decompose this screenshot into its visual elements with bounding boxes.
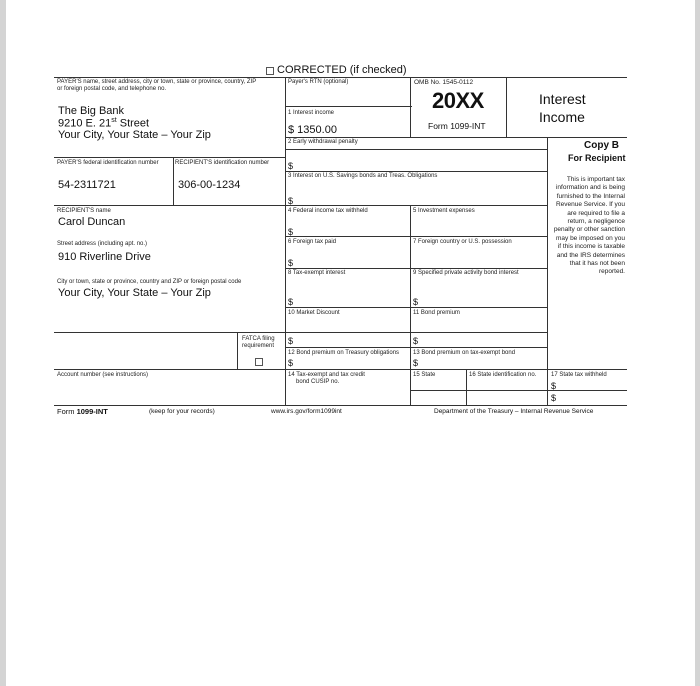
recipient-tin: 306-00-1234 xyxy=(178,179,241,191)
box16-label: 16 State identification no. xyxy=(469,372,537,378)
box15-label: 15 State xyxy=(413,372,436,378)
payer-tin-label: PAYER'S federal identification number xyxy=(57,160,159,166)
fatca-label-line2: requirement xyxy=(242,343,275,349)
footer-form-prefix: Form xyxy=(57,407,77,416)
form-title-line2: Income xyxy=(539,109,585,125)
corrected-label: CORRECTED (if checked) xyxy=(277,64,407,76)
box9-dollar: $ xyxy=(413,297,419,307)
fatca-label: FATCA filing xyxy=(242,336,275,342)
footer-form xyxy=(57,407,108,416)
box17-label: 17 State tax withheld xyxy=(551,372,607,378)
box12-label: 12 Bond premium on Treasury obligations xyxy=(288,350,400,356)
box4-dollar: $ xyxy=(288,227,294,237)
box2-dollar: $ xyxy=(288,161,294,171)
account-label: Account number (see instructions) xyxy=(57,372,149,378)
box11-dollar: $ xyxy=(413,336,419,346)
box17-dollar-2: $ xyxy=(551,393,557,403)
box7-label: 7 Foreign country or U.S. possession xyxy=(413,239,512,245)
box4-label: 4 Federal income tax withheld xyxy=(288,208,368,214)
payer-rtn-label: Payer's RTN (optional) xyxy=(288,79,349,85)
recipient-notice: This is important tax information and is being furnished to the Internal Revenue Service. If you are required to file a return, a negligence penalty or other sanction may be imposed on you if this income is taxable and the IRS determines that it has not been reported. xyxy=(553,176,625,276)
omb-number: OMB No. 1545-0112 xyxy=(414,79,474,86)
form-label: Form 1099-INT xyxy=(428,121,486,131)
street-label: Street address (including apt. no.) xyxy=(57,241,148,247)
payer-street-suffix: st xyxy=(111,117,117,124)
recipient-tin-label: RECIPIENT'S identification number xyxy=(175,160,270,166)
box17-dollar-1: $ xyxy=(551,381,557,391)
box6-dollar: $ xyxy=(288,258,294,268)
recipient-city: Your City, Your State – Your Zip xyxy=(58,287,211,299)
payer-name: The Big Bank xyxy=(58,105,125,117)
box13-dollar: $ xyxy=(413,358,419,368)
document-page xyxy=(6,0,695,686)
box3-label: 3 Interest on U.S. Savings bonds and Treas. Obligations xyxy=(288,173,438,179)
box12-dollar: $ xyxy=(288,358,294,368)
box9-label: 9 Specified private activity bond interest xyxy=(413,270,519,276)
payer-street-name: Street xyxy=(116,117,150,130)
box13-label: 13 Bond premium on tax-exempt bond xyxy=(413,350,516,356)
recipient-street: 910 Riverline Drive xyxy=(58,251,151,263)
payer-label: PAYER'S name, street address, city or town, state or province, country, ZIP xyxy=(57,79,257,85)
box11-label: 11 Bond premium xyxy=(413,310,460,316)
box8-label: 8 Tax-exempt interest xyxy=(288,270,346,276)
payer-label-line2: or foreign postal code, and telephone no. xyxy=(57,86,167,92)
box10-label: 10 Market Discount xyxy=(288,310,340,316)
fatca-checkbox[interactable] xyxy=(255,358,263,366)
city-label: City or town, state or province, country and ZIP or foreign postal code xyxy=(57,279,242,285)
tax-year: 20XX xyxy=(432,88,484,113)
box2-label: 2 Early withdrawal penalty xyxy=(288,139,358,145)
box14-label-line2: bond CUSIP no. xyxy=(296,379,340,385)
payer-city: Your City, Your State – Your Zip xyxy=(58,129,211,141)
payer-street xyxy=(58,117,149,130)
box6-label: 6 Foreign tax paid xyxy=(288,239,337,245)
footer-keep: (keep for your records) xyxy=(149,408,215,415)
box8-dollar: $ xyxy=(288,297,294,307)
footer-url[interactable]: www.irs.gov/form1099int xyxy=(271,408,342,415)
recipient-name-label: RECIPIENT'S name xyxy=(57,208,111,214)
footer-form-number: 1099-INT xyxy=(76,407,108,416)
form-title-line1: Interest xyxy=(539,91,586,107)
box3-dollar: $ xyxy=(288,196,294,206)
corrected-checkbox[interactable] xyxy=(266,67,274,75)
footer-dept: Department of the Treasury – Internal Revenue Service xyxy=(434,408,594,415)
box1-value: $ 1350.00 xyxy=(288,124,337,136)
box10-dollar: $ xyxy=(288,336,294,346)
copy-title: Copy B xyxy=(584,140,619,151)
recipient-name: Carol Duncan xyxy=(58,216,126,228)
payer-tin: 54-2311721 xyxy=(58,179,116,191)
box14-label: 14 Tax-exempt and tax credit xyxy=(288,372,365,378)
copy-subtitle: For Recipient xyxy=(568,153,626,163)
box5-label: 5 Investment expenses xyxy=(413,208,475,214)
payer-street-number: 9210 E. 21 xyxy=(58,117,112,130)
box1-label: 1 Interest income xyxy=(288,110,335,116)
